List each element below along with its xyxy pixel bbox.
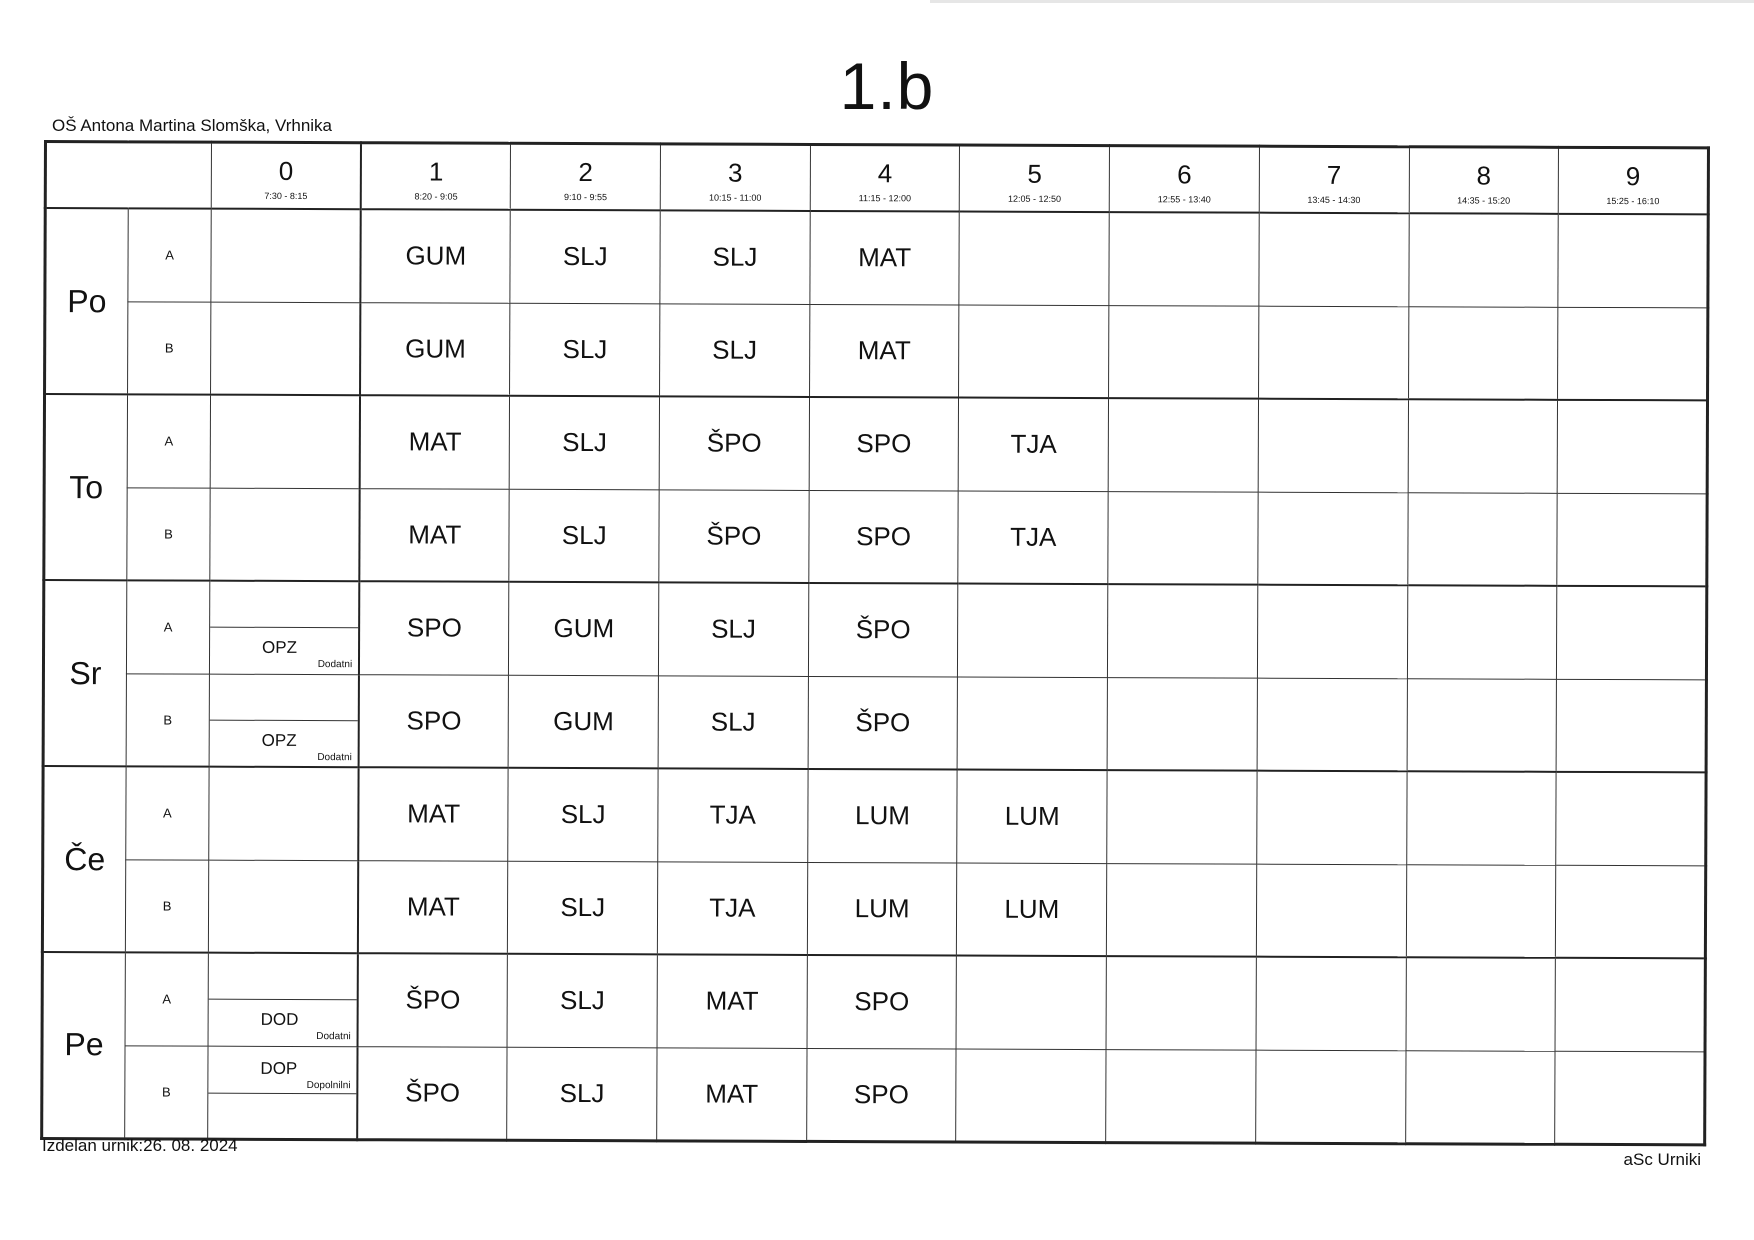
period-0-cell xyxy=(211,302,361,396)
lesson-cell: MAT xyxy=(809,304,959,398)
lesson-cell xyxy=(1406,957,1556,1051)
lesson-cell xyxy=(958,584,1108,678)
lesson-cell xyxy=(958,677,1108,771)
period-time: 10:15 - 11:00 xyxy=(708,192,762,203)
lesson-cell xyxy=(1405,1050,1555,1144)
period-0-cell xyxy=(210,395,360,489)
lesson-cell: MAT xyxy=(359,488,509,582)
lesson-cell xyxy=(1556,679,1706,773)
period-time: 8:20 - 9:05 xyxy=(414,191,458,202)
table-row xyxy=(42,859,1705,958)
lesson-cell: SPO xyxy=(807,955,957,1049)
lesson-cell: SLJ xyxy=(660,303,810,397)
lesson-cell xyxy=(1407,492,1557,586)
lesson-cell: TJA xyxy=(959,398,1109,492)
period-header-row xyxy=(45,142,1708,215)
lesson-cell: ŠPO xyxy=(659,396,809,490)
lesson-cell xyxy=(1259,213,1409,307)
period-number: 4 xyxy=(877,158,893,189)
school-name: OŠ Antona Martina Slomška, Vrhnika xyxy=(52,116,333,135)
lesson-cell xyxy=(1258,399,1408,493)
group-label: B xyxy=(128,301,211,394)
lesson-cell xyxy=(1555,1051,1705,1145)
lesson-cell xyxy=(1558,307,1708,401)
lesson-cell: MAT xyxy=(358,860,508,954)
extra-lesson xyxy=(210,719,358,767)
period-header-3 xyxy=(660,144,810,211)
period-0-cell xyxy=(209,674,359,768)
extra-lesson-subject: OPZ xyxy=(261,730,297,750)
group-label: B xyxy=(125,1045,208,1138)
extra-lesson xyxy=(208,1046,356,1094)
group-label: B xyxy=(126,673,209,766)
lesson-cell: GUM xyxy=(361,209,511,303)
lesson-cell xyxy=(1108,584,1258,678)
lesson-cell: SLJ xyxy=(508,861,658,955)
page-title: 1.b xyxy=(839,49,935,123)
period-header-7 xyxy=(1259,146,1409,213)
lesson-cell: SLJ xyxy=(510,396,660,490)
group-label: A xyxy=(128,208,211,301)
lesson-cell xyxy=(956,1049,1106,1143)
period-number: 7 xyxy=(1326,159,1342,190)
lesson-cell xyxy=(1407,585,1557,679)
generated-date: Izdelan urnik:26. 08. 2024 xyxy=(42,1136,238,1155)
lesson-cell xyxy=(1408,213,1558,307)
lesson-cell xyxy=(1106,956,1256,1050)
group-label: A xyxy=(125,952,208,1045)
lesson-cell: GUM xyxy=(509,582,659,676)
lesson-cell: MAT xyxy=(657,1047,807,1141)
lesson-cell: SLJ xyxy=(510,303,660,397)
table-row xyxy=(45,208,1708,307)
period-number: 6 xyxy=(1177,159,1192,190)
lesson-cell xyxy=(1106,863,1256,957)
period-number: 8 xyxy=(1476,160,1492,191)
lesson-cell: ŠPO xyxy=(808,676,958,770)
lesson-cell: SLJ xyxy=(509,489,659,583)
lesson-cell xyxy=(1109,212,1259,306)
lesson-cell xyxy=(1407,678,1557,772)
extra-lesson-type: Dodatni xyxy=(317,751,352,763)
lesson-cell xyxy=(1556,865,1706,959)
period-number: 9 xyxy=(1625,161,1641,192)
period-number: 2 xyxy=(578,157,593,188)
timetable xyxy=(40,140,1710,1146)
period-number: 0 xyxy=(278,155,294,186)
period-time: 15:25 - 16:10 xyxy=(1606,195,1660,207)
day-label: Sr xyxy=(43,580,127,766)
period-0-cell xyxy=(211,209,361,303)
lesson-cell xyxy=(1256,864,1406,958)
table-row xyxy=(42,1045,1705,1144)
lesson-cell: ŠPO xyxy=(357,1046,507,1140)
day-label: Po xyxy=(45,208,129,394)
period-header-9 xyxy=(1558,147,1708,214)
day-label: Pe xyxy=(42,952,126,1138)
lesson-cell: GUM xyxy=(360,302,510,396)
extra-lesson xyxy=(210,627,358,675)
day-label: To xyxy=(44,394,128,580)
lesson-cell xyxy=(1408,306,1558,400)
lesson-cell: SLJ xyxy=(508,768,658,862)
group-label: A xyxy=(127,394,210,487)
group-label: B xyxy=(125,859,208,952)
table-row xyxy=(44,487,1707,586)
lesson-cell: TJA xyxy=(658,768,808,862)
lesson-cell: SLJ xyxy=(507,1047,657,1141)
lesson-cell xyxy=(1108,398,1258,492)
software-name: aSc Urniki xyxy=(1623,1150,1701,1169)
lesson-cell xyxy=(1406,771,1556,865)
lesson-cell: SPO xyxy=(809,397,959,491)
scan-edge-line xyxy=(930,0,1754,3)
lesson-cell xyxy=(1556,772,1706,866)
lesson-cell: LUM xyxy=(807,862,957,956)
period-number: 3 xyxy=(727,157,743,188)
lesson-cell: SPO xyxy=(809,490,959,584)
lesson-cell: LUM xyxy=(807,769,957,863)
lesson-cell xyxy=(1557,586,1707,680)
day-label: Če xyxy=(42,766,126,952)
lesson-cell xyxy=(1109,305,1259,399)
group-label: B xyxy=(127,487,210,580)
lesson-cell xyxy=(1257,585,1407,679)
period-0-cell xyxy=(208,1046,358,1140)
lesson-cell xyxy=(1408,399,1558,493)
period-0-cell xyxy=(210,488,360,582)
lesson-cell: MAT xyxy=(657,954,807,1048)
lesson-cell xyxy=(956,956,1106,1050)
lesson-cell xyxy=(1107,677,1257,771)
lesson-cell xyxy=(1557,400,1707,494)
lesson-cell: GUM xyxy=(508,675,658,769)
period-number: 1 xyxy=(428,156,444,187)
period-0-cell xyxy=(209,581,359,675)
lesson-cell: SPO xyxy=(359,674,509,768)
period-time: 9:10 - 9:55 xyxy=(563,191,608,203)
period-header-1 xyxy=(361,143,511,210)
lesson-cell: SLJ xyxy=(510,210,660,304)
period-header-0 xyxy=(211,142,361,209)
table-row xyxy=(45,301,1708,400)
table-row xyxy=(44,394,1707,493)
period-0-cell xyxy=(208,953,358,1047)
lesson-cell xyxy=(1255,1050,1405,1144)
extra-lesson-subject: OPZ xyxy=(262,637,298,657)
group-label: A xyxy=(126,580,209,673)
lesson-cell: MAT xyxy=(358,767,508,861)
extra-lesson-type: Dopolnilni xyxy=(306,1079,351,1091)
table-row xyxy=(43,673,1706,772)
lesson-cell: SLJ xyxy=(660,210,810,304)
lesson-cell: ŠPO xyxy=(358,953,508,1047)
lesson-cell: SPO xyxy=(359,581,509,675)
extra-lesson-subject: DOD xyxy=(260,1009,299,1029)
extra-lesson-type: Dodatni xyxy=(316,1031,351,1043)
lesson-cell: SPO xyxy=(806,1048,956,1142)
period-header-2 xyxy=(511,143,661,210)
lesson-cell xyxy=(1256,957,1406,1051)
table-row xyxy=(43,580,1706,679)
lesson-cell: SLJ xyxy=(507,954,657,1048)
lesson-cell: ŠPO xyxy=(808,583,958,677)
period-time: 11:15 - 12:00 xyxy=(858,193,912,204)
lesson-cell xyxy=(1558,214,1708,308)
lesson-cell xyxy=(959,305,1109,399)
lesson-cell xyxy=(1258,492,1408,586)
period-time: 12:05 - 12:50 xyxy=(1008,193,1062,204)
header-corner xyxy=(45,142,211,209)
timetable-body xyxy=(42,208,1709,1144)
lesson-cell xyxy=(1555,958,1705,1052)
period-header-8 xyxy=(1409,147,1559,214)
period-number: 5 xyxy=(1027,158,1042,189)
lesson-cell xyxy=(1406,864,1556,958)
period-0-cell xyxy=(209,767,359,861)
period-header-6 xyxy=(1109,146,1259,213)
lesson-cell xyxy=(1257,678,1407,772)
lesson-cell: MAT xyxy=(810,211,960,305)
lesson-cell: LUM xyxy=(957,770,1107,864)
lesson-cell: LUM xyxy=(957,863,1107,957)
lesson-cell xyxy=(1258,306,1408,400)
period-time: 7:30 - 8:15 xyxy=(264,190,308,202)
period-time: 13:45 - 14:30 xyxy=(1307,194,1361,206)
period-header-4 xyxy=(810,144,960,211)
extra-lesson-type: Dodatni xyxy=(317,659,353,671)
lesson-cell xyxy=(1106,1049,1256,1143)
period-time: 14:35 - 15:20 xyxy=(1457,195,1511,206)
extra-lesson xyxy=(209,999,357,1047)
lesson-cell xyxy=(959,212,1109,306)
lesson-cell: ŠPO xyxy=(659,489,809,583)
lesson-cell: MAT xyxy=(360,395,510,489)
lesson-cell xyxy=(1108,491,1258,585)
lesson-cell: SLJ xyxy=(658,675,808,769)
period-header-5 xyxy=(960,145,1110,212)
lesson-cell: SLJ xyxy=(659,582,809,676)
lesson-cell xyxy=(1257,771,1407,865)
extra-lesson-subject: DOP xyxy=(260,1058,298,1078)
period-time: 12:55 - 13:40 xyxy=(1157,194,1211,205)
lesson-cell: TJA xyxy=(657,861,807,955)
table-row xyxy=(42,952,1705,1051)
lesson-cell xyxy=(1557,493,1707,587)
group-label: A xyxy=(126,766,209,859)
period-0-cell xyxy=(208,860,358,954)
lesson-cell xyxy=(1107,770,1257,864)
lesson-cell: TJA xyxy=(958,491,1108,585)
table-row xyxy=(43,766,1706,865)
